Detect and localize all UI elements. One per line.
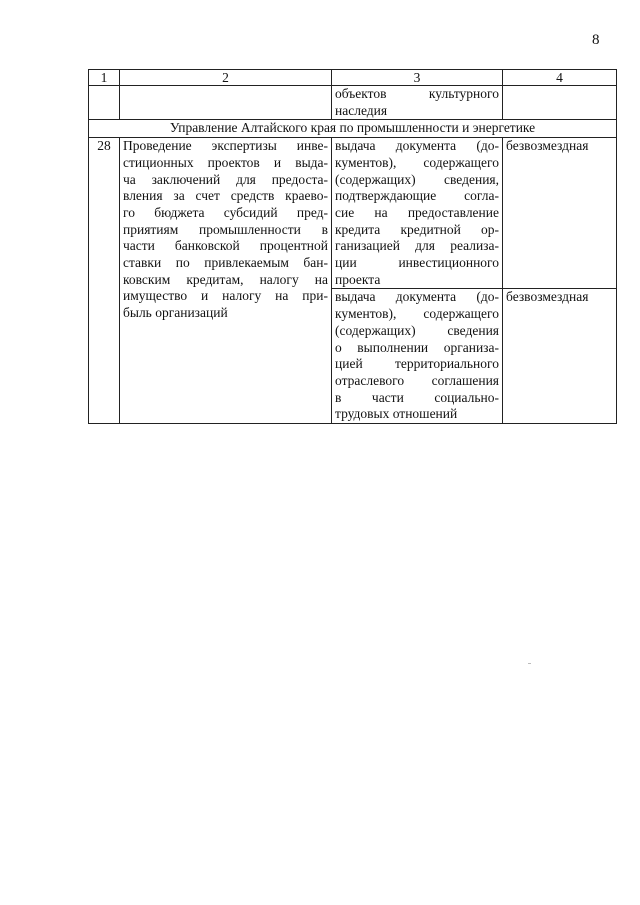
continuation-text-line: объектов культурного [335, 86, 499, 101]
table-header-row [89, 70, 617, 86]
result-line: сие на предоставление [335, 204, 499, 220]
service-name-line: ковским кредитам, налогу на [123, 271, 328, 287]
result-line: о выполнении организа- [335, 339, 499, 355]
scan-speck [528, 663, 531, 664]
service-name-line: приятиям промышленности в [123, 221, 328, 237]
column-header-3: 3 [332, 70, 503, 86]
result-line: отраслевого соглашения [335, 372, 499, 388]
result-line: (содержащих) сведения [335, 322, 499, 338]
service-name-line: имущество и налогу на при- [123, 288, 328, 304]
result-line: выдача документа (до- [335, 138, 499, 154]
result-line: трудовых отношений [335, 406, 458, 422]
services-table [88, 69, 617, 424]
payment-cell-1: безвозмездная [503, 138, 617, 289]
service-name-line: го бюджета субсидий пред- [123, 204, 328, 220]
result-line: кументов), содержащего [335, 306, 499, 322]
result-line: выдача документа (до- [335, 289, 499, 305]
service-name-cell [120, 138, 332, 424]
continuation-cell-2 [120, 86, 332, 120]
continuation-cell-1 [89, 86, 120, 120]
continuation-cell-4 [503, 86, 617, 120]
continuation-cell-3 [332, 86, 503, 120]
result-line: цией территориального [335, 356, 499, 372]
result-line: кредита кредитной ор- [335, 221, 499, 237]
service-name-line: вления за счет средств краево- [123, 188, 328, 204]
section-title: Управление Алтайского края по промышленности и энергетике [89, 120, 617, 138]
result-line: кументов), содержащего [335, 154, 499, 170]
payment-cell-2: безвозмездная [503, 289, 617, 424]
result-cell-2 [332, 289, 503, 424]
result-cell-1 [332, 138, 503, 289]
service-name-line: ставки по привлекаемым бан- [123, 255, 328, 271]
result-line: (содержащих) сведения, [335, 171, 499, 187]
continuation-text-line: наследия [335, 102, 388, 118]
continuation-row [89, 86, 617, 120]
column-header-1: 1 [89, 70, 120, 86]
result-line: ции инвестиционного [335, 255, 499, 271]
section-row [89, 120, 617, 138]
service-name-line: ча заключений для предоста- [123, 171, 328, 187]
result-line: проекта [335, 271, 381, 287]
table-row-28-a [89, 138, 617, 289]
column-header-2: 2 [120, 70, 332, 86]
service-name-line: части банковской процентной [123, 238, 328, 254]
result-line: в части социально- [335, 389, 499, 405]
result-line: подтверждающие согла- [335, 188, 499, 204]
column-header-4: 4 [503, 70, 617, 86]
service-name-line: Проведение экспертизы инве- [123, 138, 328, 154]
page-number: 8 [592, 32, 600, 48]
row-number: 28 [89, 138, 120, 424]
result-line: ганизацией для реализа- [335, 238, 499, 254]
service-name-line: стиционных проектов и выда- [123, 154, 328, 170]
service-name-line: быль организаций [123, 305, 228, 321]
